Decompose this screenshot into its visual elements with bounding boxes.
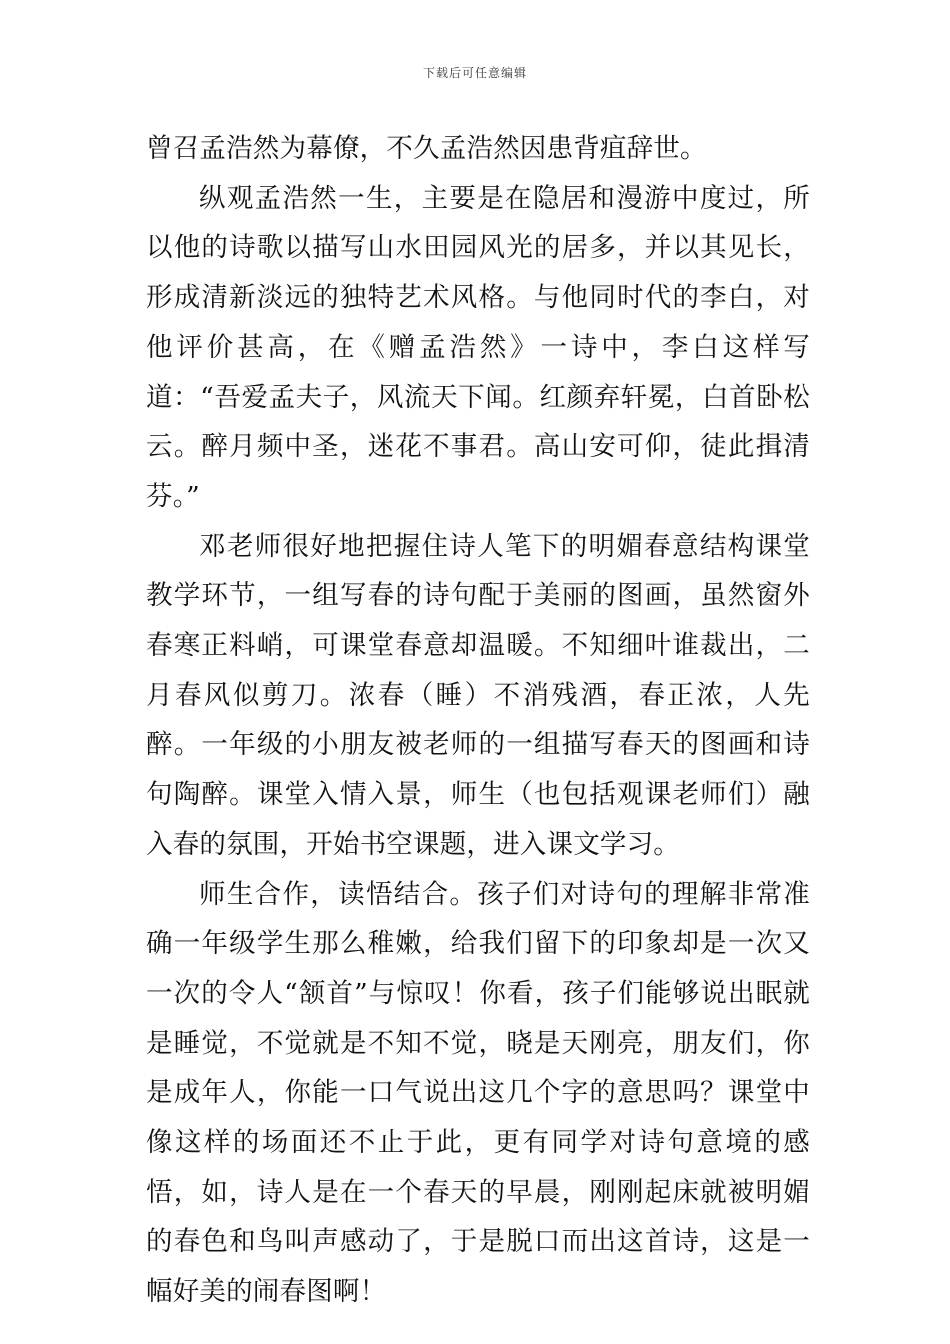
paragraph-meng-haoran-life: 纵观孟浩然一生，主要是在隐居和漫游中度过，所以他的诗歌以描写山水田园风光的居多，并以其见长，形成清新淡远的独特艺术风格。与他同时代的李白，对他评价甚高，在《赠孟浩然》一诗中，李白这样写道：“吾爱孟夫子，风流天下闻。红颜弃轩冕，白首卧松云。醉月频中圣，迷花不事君。高山安可仰，徒此揖清芬。”	[146, 182, 810, 512]
paragraph-teacher-deng: 邓老师很好地把握住诗人笔下的明媚春意结构课堂教学环节，一组写春的诗句配于美丽的图画，虽然窗外春寒正料峭，可课堂春意却温暖。不知细叶谁裁出，二月春风似剪刀。浓春（睡）不消残酒，春正浓，人先醉。一年级的小朋友被老师的一组描写春天的图画和诗句陶醉。课堂入情入景，师生（也包括观课老师们）融入春的氛围，开始书空课题，进入课文学习。	[146, 530, 810, 860]
page-header-note: 下载后可任意编辑	[422, 66, 527, 80]
paragraph-cooperation: 师生合作，读悟结合。孩子们对诗句的理解非常准确一年级学生那么稚嫩，给我们留下的印象却是一次又一次的令人“颔首”与惊叹！你看，孩子们能够说出眠就是睡觉，不觉就是不知不觉，晓是天刚亮，朋友们，你是成年人，你能一口气说出这几个字的意思吗？课堂中像这样的场面还不止于此，更有同学对诗句意境的感悟，如，诗人是在一个春天的早晨，刚刚起床就被明媚的春色和鸟叫声感动了，于是脱口而出这首诗，这是一幅好美的闹春图啊！	[146, 878, 810, 1308]
paragraph-continued: 曾召孟浩然为幕僚，不久孟浩然因患背疽辞世。	[146, 133, 707, 164]
document-body	[146, 124, 810, 1317]
